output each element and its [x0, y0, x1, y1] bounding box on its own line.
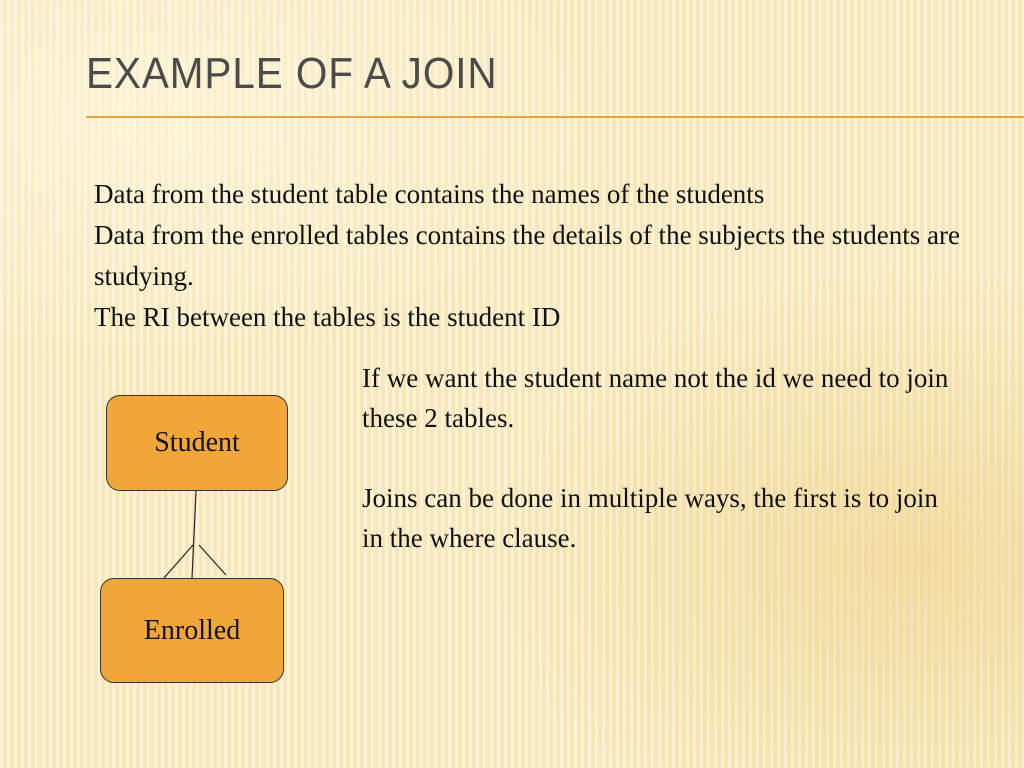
entity-student	[106, 395, 288, 491]
intro-line: Data from the student table contains the names of the students	[94, 179, 765, 209]
entity-enrolled-label: Enrolled	[143, 614, 241, 646]
slide-title: EXAMPLE OF A JOIN	[86, 49, 498, 98]
entity-student-label: Student	[154, 427, 240, 458]
notes-text-block	[362, 358, 962, 598]
note-paragraph: If we want the student name not the id we need to join these 2 tables.	[362, 363, 949, 433]
crows-foot-left	[164, 545, 193, 578]
intro-line: Data from the enrolled tables contains the details of the subjects the students are studying.	[94, 220, 960, 291]
intro-text-block	[94, 174, 974, 338]
crows-foot-right	[199, 545, 226, 575]
intro-line: The RI between the tables is the student ID	[94, 302, 561, 332]
note-paragraph: Joins can be done in multiple ways, the first is to join in the where clause.	[362, 483, 938, 553]
title-underline	[86, 116, 1024, 118]
entity-enrolled	[100, 578, 284, 683]
relationship-line	[192, 491, 196, 578]
